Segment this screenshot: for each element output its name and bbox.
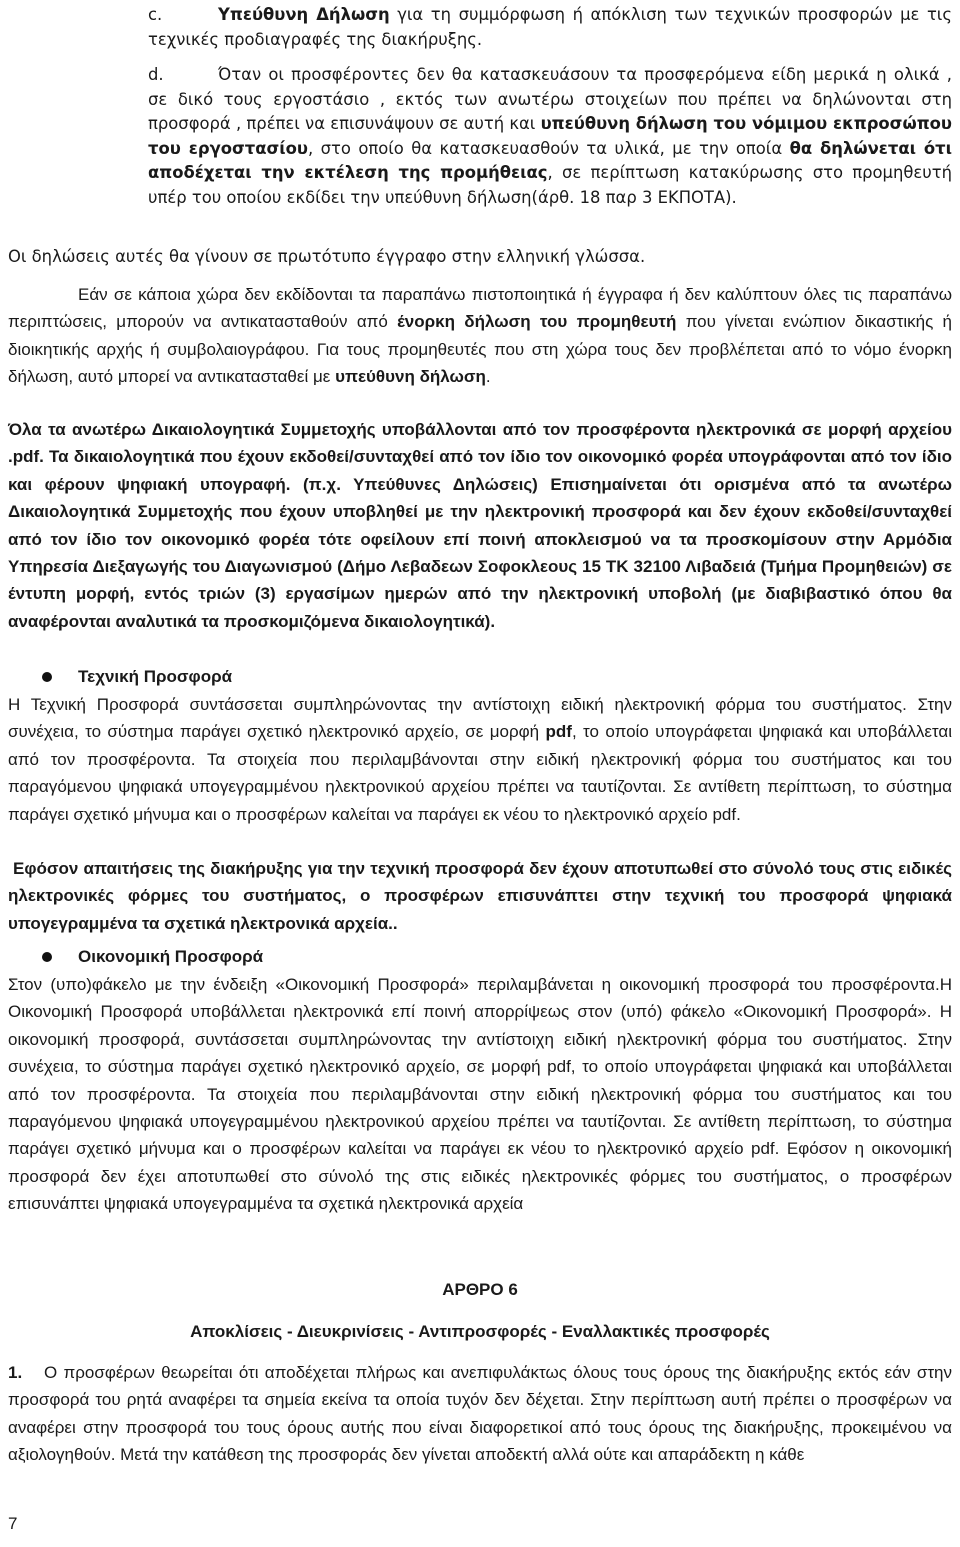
financial-offer-text: Στον (υπο)φάκελο με την ένδειξη «Οικονομική Προσφορά» περιλαμβάνεται η οικονομική προσφορά του προσφέροντα.Η Οικονομική Προσφορά υποβάλλεται ηλεκτρονικά επί ποινή απορρίψεως στον (υπό) φάκελο «Οικονομική Προσφορά». Η οικονομική προσφορά, συντάσσεται συμπληρώνοντας την αντίστοιχη ειδική ηλεκτρονική φόρμα του συστήματος. Στην συνέχεια, το σύστημα παράγει σχετικό ηλεκτρονικό αρχείο, σε μορφή pdf, το οποίο υπογράφεται ψηφιακά και υποβάλλεται από τον προσφέροντα. Τα στοιχεία που περιλαμβάνονται στην ειδική ηλεκτρονική φόρμα του συστήματος και του παραγόμενου ψηφιακά υπογεγραμμένου ηλεκτρονικού αρχείου πρέπει να ταυτίζονται. Σε αντίθετη περίπτωση, το σύστημα παράγει σχετικό μήνυμα και ο προσφέρων καλείται να παράγει εκ νέου το ηλεκτρονικό αρχείο pdf. Εφόσον η οικονομική προσφορά δεν έχει αποτυπωθεί στο σύνολό της στις ειδικές ηλεκτρονικές φόρμες του συστήματος, ο προσφέρων επισυνάπτει ψηφιακά υπογεγραμμένα τα σχετικά ηλεκτρονικά αρχεία [8,975,952,1214]
article-title: ΑΡΘΡΟ 6 [442,1280,518,1299]
item-c-bold: Υπεύθυνη Δήλωση [218,5,390,24]
item-d [148,63,952,210]
article-subtitle: Αποκλίσεις - Διευκρινίσεις - Αντιπροσφορές - Εναλλακτικές προσφορές [190,1322,770,1341]
item-1 [8,1359,952,1469]
item-c [148,3,952,52]
item-d-marker: d. [148,65,164,84]
item-d-text: Όταν οι προσφέροντες δεν θα κατασκευάσουν τα προσφερόμενα είδη μερικά η ολικά , σε δικό τους εργοστάσιο , εκτός των ανωτέρω στοιχείων που πρέπει να δηλώνονται στη προσφορά , πρέπει να επισυνάψουν σε αυτή και υπεύθυνη δήλωση του νόμιμου εκπροσώπου του εργοστασίου, στο οποίο θα κατασκευασθούν τα υλικά, με την οποία θα δηλώνεται ότι αποδέχεται την εκτέλεση της προμήθειας, σε περίπτωση κατακύρωσης στο προμηθευτή υπέρ του οποίου εκδίδει την υπεύθυνη δήλωση(άρθ. 18 παρ 3 ΕΚΠΟΤΑ). [148,65,953,207]
item-c-text: Υπεύθυνη Δήλωση για τη συμμόρφωση ή απόκλιση των τεχνικών προσφορών με τις τεχνικές προδιαγραφές της διακήρυξης. [148,5,952,49]
paragraph-sworn-declaration: Εάν σε κάποια χώρα δεν εκδίδονται τα παραπάνω πιστοποιητικά ή έγγραφα ή δεν καλύπτουν όλες τις παραπάνω περιπτώσεις, μπορούν να αντικατασταθούν από ένορκη δήλωση του προμηθευτή που γίνεται ενώπιον δικαστικής ή διοικητικής αρχής ή συμβολαιογράφου. Για τους προμηθευτές που στη χώρα τους δεν προβλέπεται από το νόμο ένορκη δήλωση, αυτό μπορεί να αντικατασταθεί με υπεύθυνη δήλωση. [8,285,952,387]
financial-offer-heading: Οικονομική Προσφορά [78,947,264,966]
item-c-marker: c. [148,5,163,24]
technical-offer-note: Εφόσον απαιτήσεις της διακήρυξης για την τεχνική προσφορά δεν έχουν αποτυπωθεί στο σύνολό τους στις ειδικές ηλεκτρονικές φόρμες του συστήματος, ο προσφέρων επισυνάπτει στην τεχνική του προσφορά ψηφιακά υπογεγραμμένα τα σχετικά ηλεκτρονικά αρχεία.. [8,859,952,933]
item-1-marker: 1. [8,1363,23,1382]
technical-offer-heading: Τεχνική Προσφορά [78,667,233,686]
technical-offer-text: Η Τεχνική Προσφορά συντάσσεται συμπληρώνοντας την αντίστοιχη ειδική ηλεκτρονική φόρμα του συστήματος. Στην συνέχεια, το σύστημα παράγει σχετικό ηλεκτρονικό αρχείο, σε μορφή pdf, το οποίο υπογράφεται ψηφιακά και υποβάλλεται από τον προσφέροντα. Τα στοιχεία που περιλαμβάνονται στην ειδική ηλεκτρονική φόρμα του συστήματος και του παραγόμενου ψηφιακά υπογεγραμμένου ηλεκτρονικού αρχείου πρέπει να ταυτίζονται. Σε αντίθετη περίπτωση, το σύστημα παράγει σχετικό μήνυμα και ο προσφέρων καλείται να παράγει εκ νέου το ηλεκτρονικό αρχείο pdf. [8,695,952,824]
declarations-note: Οι δηλώσεις αυτές θα γίνουν σε πρωτότυπο έγγραφο στην ελληνική γλώσσα. [8,247,646,266]
page-number: 7 [8,1514,18,1533]
bullet-icon [42,672,52,682]
item-1-text: Ο προσφέρων θεωρείται ότι αποδέχεται πλήρως και ανεπιφυλάκτως όλους τους όρους της διακήρυξης εκτός εάν στην προσφορά του ρητά αναφέρει τα σημεία εκείνα τα οποία τυχόν δεν δέχεται. Στην περίπτωση αυτή πρέπει ο προσφέρων να αναφέρει στην προσφορά του τους όρους αυτής που είναι διαφορετικοί από τους όρους της διακήρυξης, προκειμένου να αξιολογηθούν. Μετά την κατάθεση της προσφοράς δεν γίνεται αποδεκτή αλλά ούτε και απαράδεκτη η κάθε [8,1363,952,1465]
bullet-icon [42,952,52,962]
paragraph-submission-rules: Όλα τα ανωτέρω Δικαιολογητικά Συμμετοχής υποβάλλονται από τον προσφέροντα ηλεκτρονικά σε μορφή αρχείου .pdf. Τα δικαιολογητικά που έχουν εκδοθεί/συνταχθεί από τον ίδιο τον οικονομικό φορέα υπογράφονται από τον ίδιο και φέρουν ψηφιακή υπογραφή. (π.χ. Υπεύθυνες Δηλώσεις) Επισημαίνεται ότι ορισμένα από τα ανωτέρω Δικαιολογητικά Συμμετοχής που έχουν υποβληθεί με την ηλεκτρονική προσφορά και δεν έχουν εκδοθεί/συνταχθεί από τον ίδιο τον οικονομικό φορέα τότε οφείλουν επί ποινή αποκλεισμού να τα προσκομίσουν στην Αρμόδια Υπηρεσία Διεξαγωγής του Διαγωνισμού (Δήμο Λεβαδεων Σοφοκλεους 15 ΤΚ 32100 Λιβαδειά (Τμήμα Προμηθειών) σε έντυπη μορφή, εντός τριών (3) εργασίμων ημερών από την ηλεκτρονική υποβολή (με διαβιβαστικό όπου θα αναφέρονται αναλυτικά τα προσκομιζόμενα δικαιολογητικά). [8,420,952,631]
